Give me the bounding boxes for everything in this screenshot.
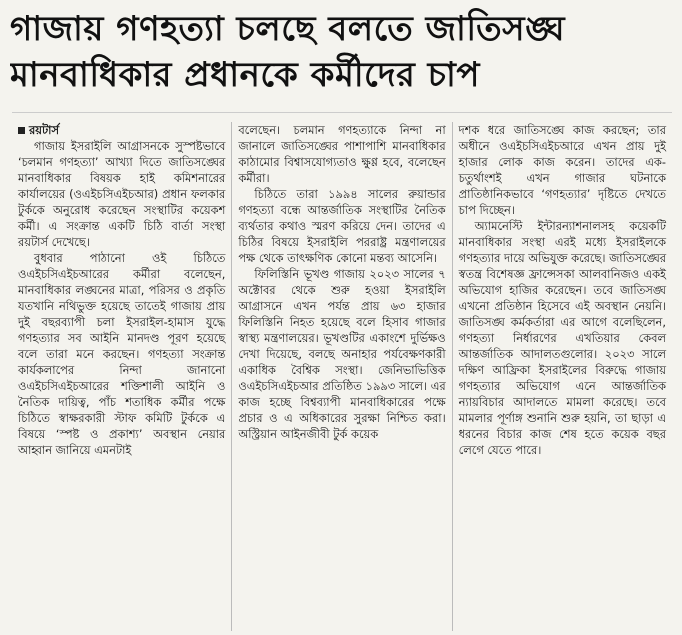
byline-square-icon <box>18 127 25 134</box>
byline-text: রয়টার্স <box>29 123 60 137</box>
headline-divider <box>12 112 672 113</box>
headline-line-2: মানবাধিকার প্রধানকে কর্মীদের চাপ <box>10 55 480 95</box>
paragraph: বলেছেন। চলমান গণহত্যাকে নিন্দা না জানালে জাতিসঙ্ঘের পাশাপাশি মানবাধিকার কাঠামোর বিশ্বাসযোগ্যতাও ক্ষুণ্ণ হবে, বলেছেন কর্মীরা। <box>238 123 446 185</box>
paragraph: বুধবার পাঠানো ওই চিঠিতে ওএইচসিএইচআরের কর্মীরা বলেছেন, মানবাধিকার লঙ্ঘনের মাত্রা, পরিসর ও প্রকৃতি যতখানি নথিভুক্ত হয়েছে তাতেই গাজায় প্রায় দুই বছরব্যাপী চলা ইসরাইল-হামাস যুদ্ধে গণহত্যার সব আইনি মানদণ্ড পূরণ হয়েছে বলে তারা মনে করছেন। গণহত্যা সংক্রান্ত কার্যকলাপের নিন্দা জানানো ওএইচসিএইচআরের শক্তিশালী আইনি ও নৈতিক দায়িত্ব, পাঁচ শতাধিক কর্মীর পক্ষে চিঠিতে স্বাক্ষরকারী স্টাফ কমিটি টুর্ককে এ বিষয়ে ‘স্পষ্ট ও প্রকাশ্য’ অবস্থান নেয়ার আহ্বান জানিয়ে এমনটাই <box>18 251 226 457</box>
article-column-3 <box>452 122 672 631</box>
paragraph: ফিলিস্তিনি ভূখণ্ড গাজায় ২০২৩ সালের ৭ অক্টোবর থেকে শুরু হওয়া ইসরাইলি আগ্রাসনে এখন পর্যন্ত প্রায় ৬৩ হাজার ফিলিস্তিনি নিহত হয়েছে বলে হিসাব গাজার স্বাস্থ্য মন্ত্রণালয়ের। ভূখণ্ডটির একাংশে দুর্ভিক্ষও দেখা দিয়েছে, বলছে অনাহার পর্যবেক্ষণকারী একাধিক বৈশ্বিক সংস্থা। জেনিভাভিত্তিক ওএইচসিএইচআর প্রতিষ্ঠিত ১৯৯৩ সালে। এর কাজ হচ্ছে বিশ্বব্যাপী মানবাধিকারের পক্ষে প্রচার ও এ অধিকারের সুরক্ষা নিশ্চিত করা। অস্ট্রিয়ান আইনজীবী টুর্ক কয়েক <box>238 267 446 441</box>
paragraph: গাজায় ইসরাইলি আগ্রাসনকে সুস্পষ্টভাবে ‘চলমান গণহত্যা’ আখ্যা দিতে জাতিসঙ্ঘের মানবাধিকার বিষয়ক হাই কমিশনারের কার্যালয়ের (ওএইচসিএইচআর) প্রধান ফলকার টুর্ককে অনুরোধ করেছেন সংস্থাটির কয়েকশ কর্মী। এ সংক্রান্ত একটি চিঠি বার্তা সংস্থা রয়টার্স দেখেছে। <box>18 139 226 249</box>
paragraph: চিঠিতে তারা ১৯৯৪ সালের রুয়ান্ডার গণহত্যা বন্ধে আন্তর্জাতিক সংস্থাটির নৈতিক ব্যর্থতার কথাও স্মরণ করিয়ে দেন। তাদের এ চিঠির বিষয়ে ইসরাইলি পররাষ্ট্র মন্ত্রণালয়ের পক্ষ থেকে তাৎক্ষণিক কোনো মন্তব্য আসেনি। <box>238 187 446 265</box>
byline <box>18 122 225 138</box>
paragraph: অ্যামনেস্টি ইন্টারন্যাশনালসহ কয়েকটি মানবাধিকার সংস্থা এরই মধ্যে ইসরাইলকে গণহত্যার দায়ে অভিযুক্ত করেছে। জাতিসঙ্ঘের স্বতন্ত্র বিশেষজ্ঞ ফ্রান্সেসকা আলবানিজও একই অভিযোগ হাজির করেছেন। তবে জাতিসঙ্ঘ এখনো প্রতিষ্ঠান হিসেবে এই অবস্থান নেয়নি। জাতিসঙ্ঘ কর্মকর্তারা এর আগে বলেছিলেন, গণহত্যা নির্ধারণের এখতিয়ার কেবল আন্তর্জাতিক আদালতগুলোর। ২০২৩ সালে দক্ষিণ আফ্রিকা ইসরাইলের বিরুদ্ধে গাজায় গণহত্যার অভিযোগ এনে আন্তর্জাতিক ন্যায়বিচার আদালতে মামলা করেছে। তবে মামলার পূর্ণাঙ্গ শুনানি শুরু হয়নি, তা ছাড়া এ ধরনের বিচার কাজ শেষ হতে কয়েক বছর লেগে যেতে পারে। <box>458 219 666 457</box>
paragraph: দশক ধরে জাতিসঙ্ঘে কাজ করছেন; তার অধীনে ওএইচসিএইচআরে এখন প্রায় দুই হাজার লোক কাজ করেন। তাদের এক-চতুর্থাংশই এখন গাজার ঘটনাকে প্রাতিষ্ঠানিকভাবে ‘গণহত্যার’ দৃষ্টিতে দেখতে চাপ দিচ্ছেন। <box>458 123 666 217</box>
article-column-2 <box>231 122 451 631</box>
article-body <box>12 122 672 631</box>
article-column-1 <box>12 122 231 631</box>
headline-line-1: গাজায় গণহত্যা চলছে বলতে জাতিসঙ্ঘ <box>10 9 566 49</box>
